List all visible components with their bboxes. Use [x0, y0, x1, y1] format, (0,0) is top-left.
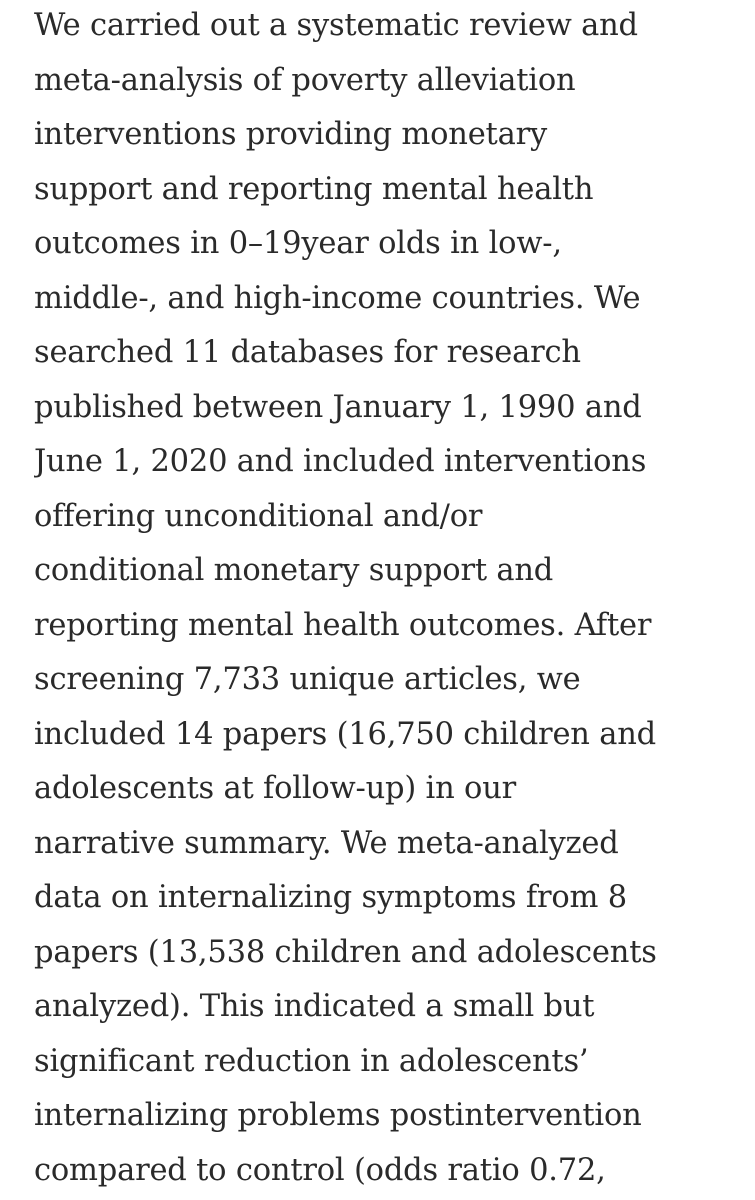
text-line: offering unconditional and/or	[34, 498, 483, 534]
text-line: adolescents at follow-up) in our	[34, 771, 517, 806]
text-line: analyzed). This indicated a small but	[34, 989, 595, 1024]
text-line: included 14 papers (16,750 children and	[34, 716, 656, 752]
text-line: middle-, and high-income countries. We	[34, 280, 641, 316]
text-line: published between January 1, 1990 and	[34, 389, 642, 425]
text-line: June 1, 2020 and included interventions	[34, 444, 647, 479]
text-line: We carried out a systematic review and	[34, 8, 638, 43]
text-line: compared to control (odds ratio 0.72,	[34, 1152, 606, 1188]
text-line: data on internalizing symptoms from 8	[34, 880, 627, 915]
text-line: internalizing problems postintervention	[34, 1098, 642, 1133]
text-line: outcomes in 0–19year olds in low-,	[34, 226, 562, 261]
text-line: conditional monetary support and	[34, 553, 554, 588]
text-line: papers (13,538 children and adolescents	[34, 934, 657, 970]
text-line: searched 11 databases for research	[34, 335, 581, 370]
text-line: narrative summary. We meta-analyzed	[34, 825, 619, 861]
text-line: reporting mental health outcomes. After	[34, 607, 652, 643]
text-line: meta-analysis of poverty alleviation	[34, 62, 576, 98]
text-line: support and reporting mental health	[34, 171, 594, 207]
text-line: screening 7,733 unique articles, we	[34, 662, 581, 697]
abstract-paragraph	[34, 0, 749, 1198]
text-line: interventions providing monetary	[34, 117, 547, 152]
text-line: significant reduction in adolescents’	[34, 1043, 589, 1079]
